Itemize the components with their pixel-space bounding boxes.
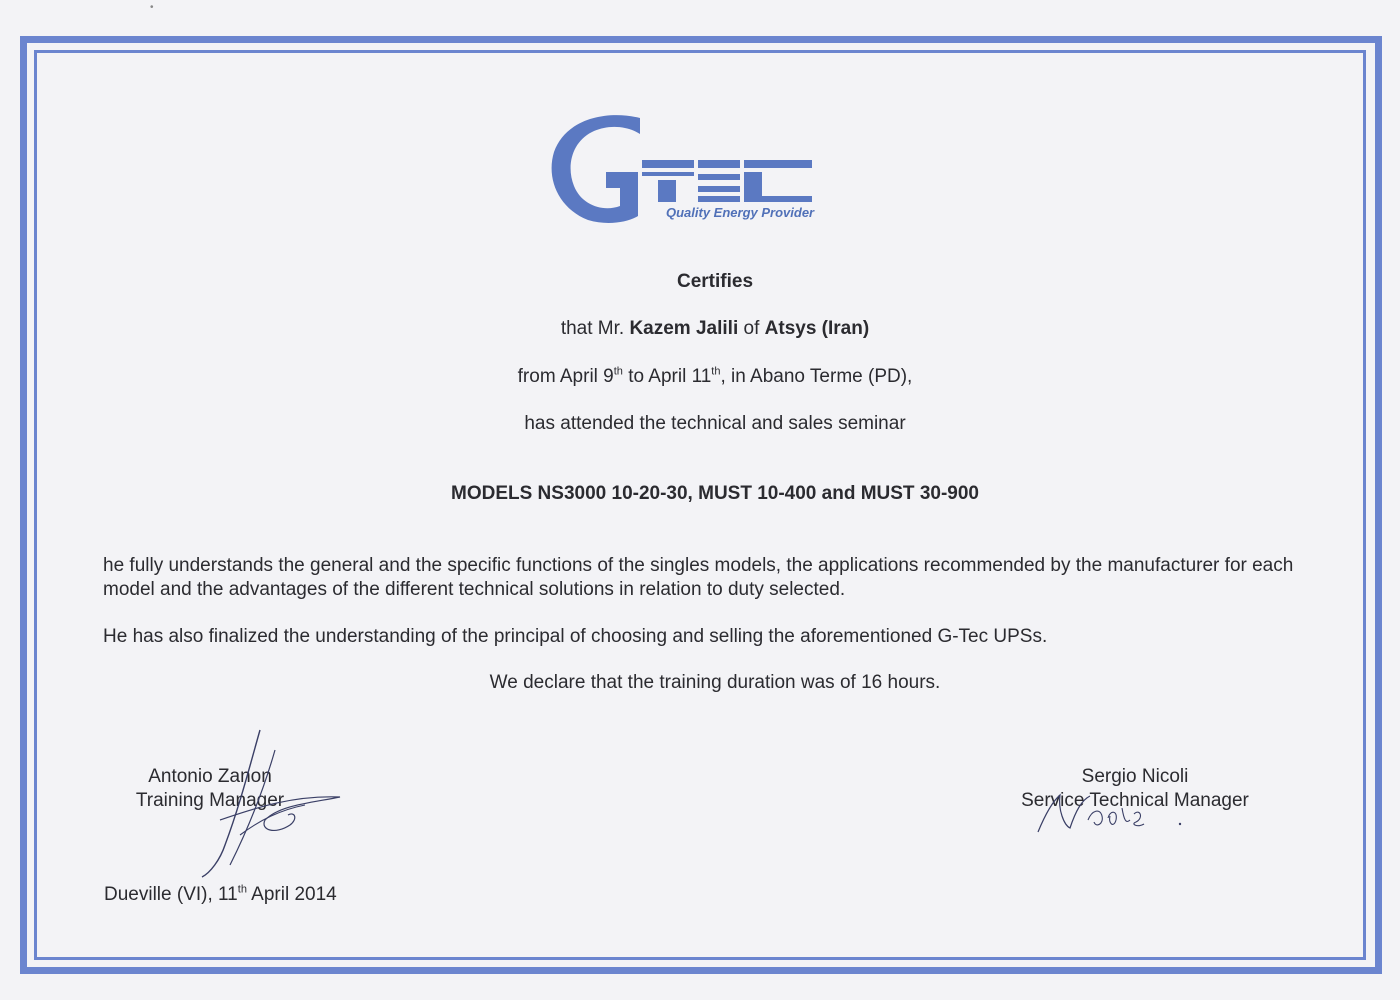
gtec-logo-graphic [548, 108, 818, 228]
recipient-company: Atsys (Iran) [764, 318, 870, 339]
issue-date-sup: th [237, 883, 247, 896]
dates-sup-1: th [613, 365, 623, 378]
e-bar-2 [698, 174, 740, 180]
dates-end: to April 11 [622, 366, 712, 387]
signature-left [180, 725, 350, 885]
recipient-prefix: that Mr. [560, 318, 630, 339]
logo-tagline: Quality Energy Provider [666, 205, 815, 220]
duration-declaration: We declare that the training duration was of 16 hours. [489, 672, 941, 693]
recipient-line [0, 318, 1400, 340]
finalized-paragraph: He has also finalized the understanding of the principal of choosing and selling the aforementioned G-Tec UPSs. [103, 626, 1048, 647]
gtec-logo [548, 108, 818, 228]
c-bar-2 [744, 196, 812, 202]
g-letter-shape [552, 115, 640, 223]
t-bar-1 [642, 160, 694, 168]
paper-speck: • [150, 2, 154, 13]
e-bar-3 [698, 186, 740, 192]
signatory-left-title: Training Manager [135, 790, 285, 811]
models-line: MODELS NS3000 10-20-30, MUST 10-400 and MUST 30-900 [451, 483, 979, 504]
dates-location: , in Abano Terme (PD), [720, 366, 913, 387]
c-bar-1 [744, 160, 812, 168]
signature-right [1030, 790, 1200, 840]
c-stem [744, 172, 762, 198]
issue-place-date [104, 884, 337, 906]
certificate-heading: Certifies [676, 271, 754, 292]
signatory-right-name: Sergio Nicoli [1081, 766, 1189, 787]
t-stem [658, 180, 676, 202]
understanding-paragraph: he fully understands the general and the specific functions of the singles models, the applications recommended by the manufacturer for each model and the advantages of the different technical solutions in relation to duty selected. [103, 555, 1294, 600]
recipient-of: of [738, 318, 765, 339]
recipient-name: Kazem Jalili [629, 318, 739, 339]
issue-date: April 2014 [246, 884, 337, 905]
e-bar-4 [698, 196, 740, 202]
t-bar-2 [642, 172, 694, 176]
signatory-left-name: Antonio Zanon [148, 766, 272, 787]
dates-line [0, 366, 1400, 388]
e-bar-1 [698, 160, 740, 168]
signatory-right-title: Service Technical Manager [1021, 790, 1249, 811]
dates-start: from April 9 [517, 366, 614, 387]
dates-sup-2: th [711, 365, 721, 378]
attendance-line: has attended the technical and sales seminar [524, 413, 906, 434]
issue-place: Dueville (VI), 11 [104, 884, 238, 905]
